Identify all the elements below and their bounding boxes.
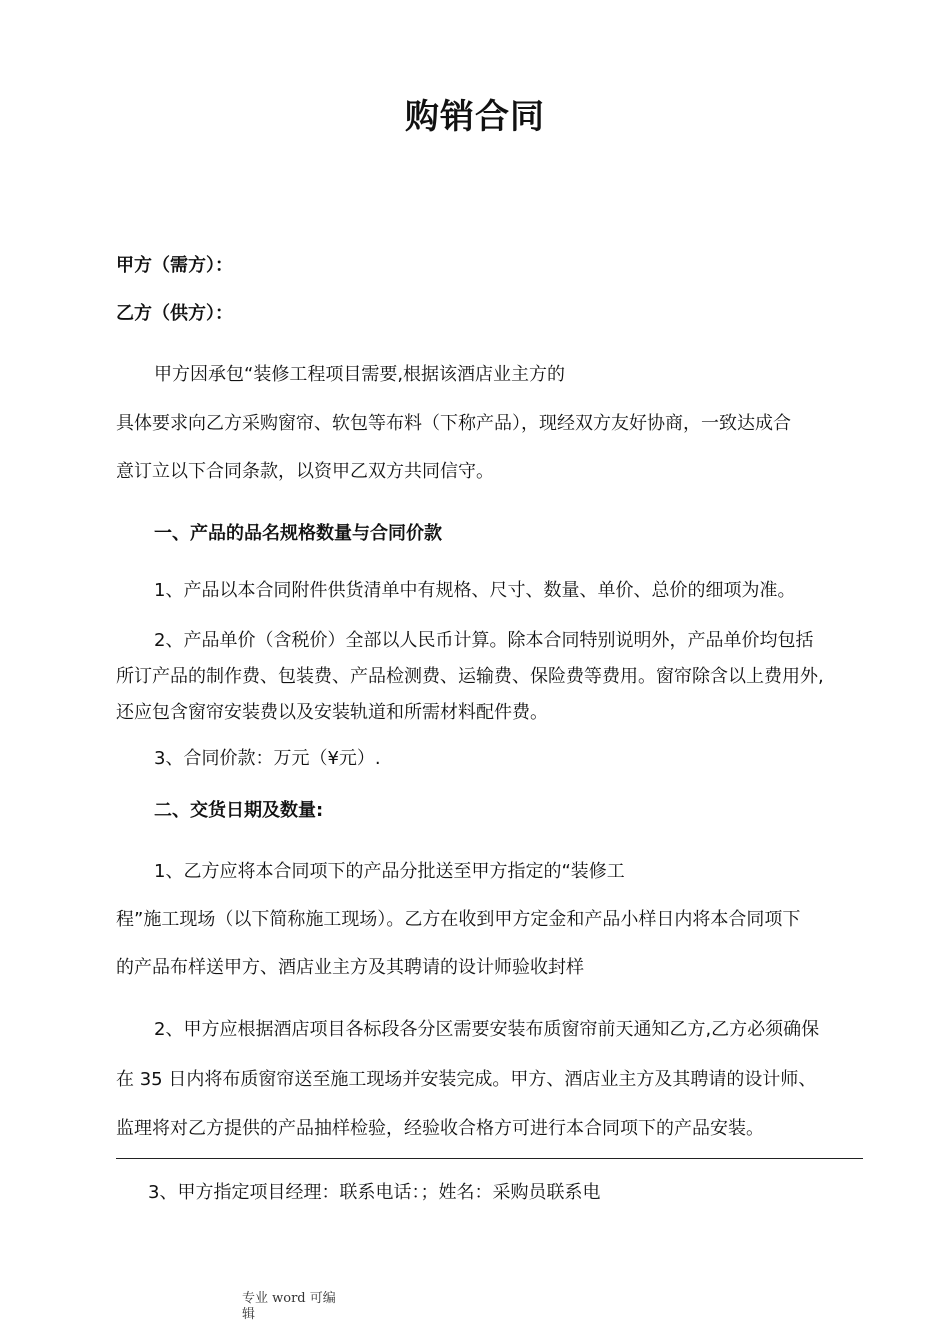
party-b-label: 乙方（供方）： <box>116 303 233 324</box>
page-divider <box>116 1158 863 1159</box>
intro-line-3: 意订立以下合同条款，以资甲乙双方共同信守。 <box>116 461 494 482</box>
section2-item2-line-3: 监理将对乙方提供的产品抽样检验，经验收合格方可进行本合同项下的产品安装。 <box>116 1118 764 1139</box>
section1-item2-line-3: 还应包含窗帘安装费以及安装轨道和所需材料配件费。 <box>116 702 548 723</box>
section1-item1: 1、产品以本合同附件供货清单中有规格、尺寸、数量、单价、总价的细项为准。 <box>154 580 796 601</box>
section2-item3: 3、甲方指定项目经理：联系电话：；姓名：采购员联系电 <box>148 1182 601 1203</box>
section1-item2-line-2: 所订产品的制作费、包装费、产品检测费、运输费、保险费等费用。窗帘除含以上费用外, <box>116 666 824 687</box>
section2-item1-line-2: 程”施工现场（以下简称施工现场）。乙方在收到甲方定金和产品小样日内将本合同项下 <box>116 909 801 930</box>
section2-item1-line-1: 1、乙方应将本合同项下的产品分批送至甲方指定的“装修工 <box>154 861 625 882</box>
section2-item2-line-1: 2、甲方应根据酒店项目各标段各分区需要安装布质窗帘前天通知乙方,乙方必须确保 <box>154 1019 820 1040</box>
section2-item1-line-3: 的产品布样送甲方、酒店业主方及其聘请的设计师验收封样 <box>116 957 584 978</box>
section2-item2-line-2: 在 35 日内将布质窗帘送至施工现场并安装完成。甲方、酒店业主方及其聘请的设计师、 <box>116 1069 817 1090</box>
party-a-label: 甲方（需方）： <box>116 255 233 276</box>
section1-item2-line-1: 2、产品单价（含税价）全部以人民币计算。除本合同特别说明外，产品单价均包括 <box>154 630 814 651</box>
section2-heading: 二、交货日期及数量: <box>154 800 324 821</box>
intro-line-1: 甲方因承包“装修工程项目需要,根据该酒店业主方的 <box>154 364 566 385</box>
document-title: 购销合同 <box>405 97 545 137</box>
intro-line-2: 具体要求向乙方采购窗帘、软包等布料（下称产品），现经双方友好协商，一致达成合 <box>116 413 791 434</box>
section1-heading: 一、产品的品名规格数量与合同价款 <box>154 523 442 544</box>
page-footer: 专业 word 可编辑 <box>242 1291 336 1322</box>
section1-item3: 3、合同价款：万元（¥元）. <box>154 748 381 769</box>
